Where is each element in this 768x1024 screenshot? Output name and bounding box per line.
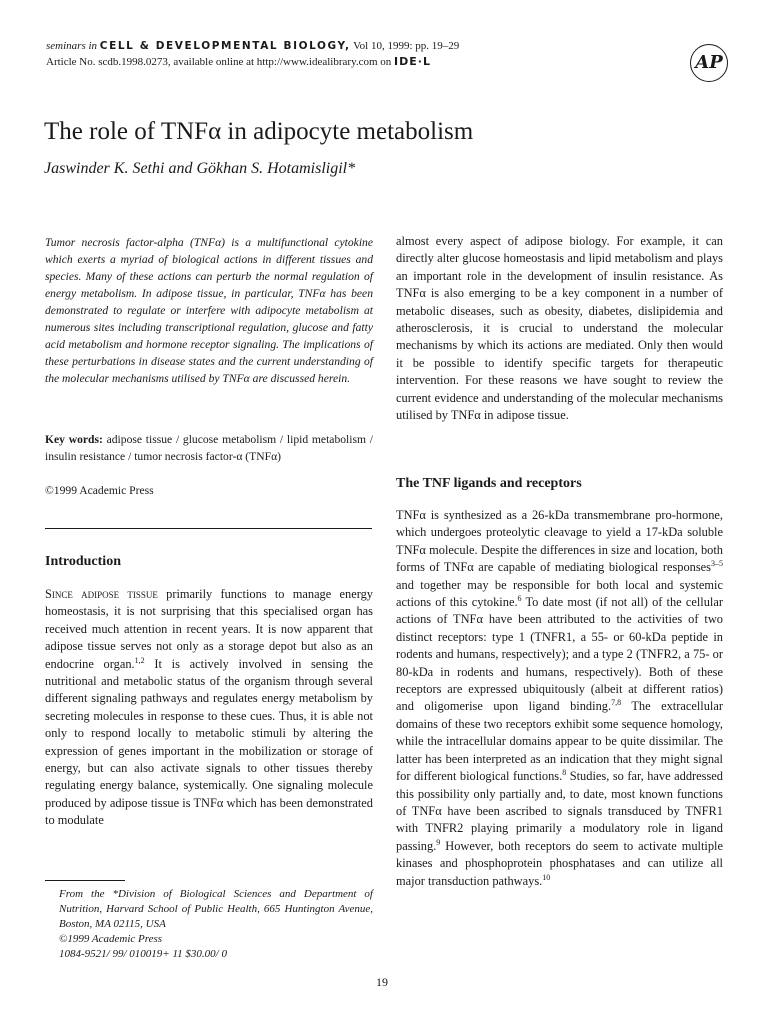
affiliation: From the *Division of Biological Sciences and Department of Nutrition, Harvard School of Public Health, 665 Huntington Avenue, Boston, MA 02115, USA [59,888,373,930]
tnf-text-e: Studies, so far, have addressed this possibility only partially and, to date, most known functions of TNFα have been ascribed to signals transduced by TNFR1 with TNFR2 playing primarily a modulatory role in ligand passing. [396,769,723,853]
introduction-text [45,586,373,830]
intro-text-a: primarily functions to manage energy homeostasis, it is not surprising that this specialised organ has received much attention in recent years. It is now apparent that adipose tissue serves not only as a storage depot but also as an endocrine organ. [45,587,373,671]
right-column-intro: almost every aspect of adipose biology. For example, it can directly alter glucose homeostasis and lipid metabolism and plays an important role in the development of insulin resistance. As TNFα is also emerging to be a key component in a number of metabolic diseases, such as obesity, diabetes, dislipidemia and atherosclerosis, it is crucial to understand the molecular mechanisms by which its actions are mediated. Only then would it be possible to identify specific targets for therapeutic intervention. For these reasons we have sought to review the current evidence and understanding of the molecular mechanisms utilised by TNFα in adipose tissue. [396,234,723,423]
article-line: Article No. scdb.1998.0273, available online at http://www.idealibrary.com on [46,56,392,68]
section-divider [45,528,372,529]
keywords [45,431,373,465]
page-number: 19 [376,975,388,989]
volume-info: Vol 10, 1999: pp. 19–29 [350,40,460,52]
citation: 9 [436,837,441,847]
tnf-section-heading: The TNF ligands and receptors [396,476,582,491]
keywords-list: adipose tissue / glucose metabolism / lipid metabolism / insulin resistance / tumor necrosis factor-α (TNFα) [45,433,373,463]
copyright: ©1999 Academic Press [45,484,154,497]
introduction-heading: Introduction [45,554,121,569]
publisher-logo: AP [690,44,728,82]
tnf-text-f: However, both receptors do seem to activate multiple kinases and phosphoprotein phosphatases and can utilize all major transduction pathways. [396,838,723,888]
citation: 3–5 [711,559,723,569]
keywords-label: Key words: [45,433,103,446]
tnf-text-c: To date most (if not all) of the cellular actions of TNFα have been attributed to the activities of two distinct receptors: type 1 (TNFR1, a 55- or 60-kDa peptide in rodents and humans, respectively); and a type 2 (TNFR2, a 75- or 80-kDa in rodents and humans, respectively). Both of these receptors are expressed ubiquitously (albeit at different ratios) and oligomerise upon ligand binding. [396,595,723,714]
tnf-text-d: The extracellular domains of these two receptors exhibit some sequence homology, while the intracellular domains appear to be quite dissimilar. The latter has been interpreted as an indication that they might signal for different biological functions. [396,699,723,784]
footnote-copyright: ©1999 Academic Press [59,933,163,945]
series-label: seminars in [46,40,98,52]
tnf-text-a: TNFα is synthesized as a 26-kDa transmembrane pro-hormone, which undergoes proteolytic cleavage to yield a 17-kDa soluble TNFα molecule. Despite the differences in size and location, both forms of TNFα are capable of mediating biological responses [396,508,723,575]
citation: 1,2 [134,655,145,665]
tnf-section-text [396,507,723,890]
footnote [45,887,373,962]
citation: 8 [562,767,567,777]
citation: 7,8 [611,698,622,708]
ideal-logo: IDE·L [394,55,431,68]
journal-header [46,38,459,70]
citation: 6 [517,593,522,603]
abstract: Tumor necrosis factor-alpha (TNFα) is a multifunctional cytokine which exerts a myriad of biological actions in different tissues and species. Many of these actions can perturb the normal regulation of energy metabolism. In adipose tissue, in particular, TNFα has been demonstrated to regulate or interfere with adipocyte metabolism at numerous sites including transcriptional regulation, glucose and fatty acid metabolism and hormone receptor signaling. The implications of these perturbations in disease states and the current understanding of the molecular mechanisms utilised by TNFα are discussed herein. [45,236,373,385]
journal-name: CELL & DEVELOPMENTAL BIOLOGY, [99,40,351,52]
authors: Jaswinder K. Sethi and Gökhan S. Hotamisligil* [44,160,356,177]
intro-lead: Since adipose tissue [45,587,158,601]
paper-title: The role of TNFα in adipocyte metabolism [44,118,474,145]
tnf-text-b: and together may be responsible for both local and systemic actions of this cytokine. [396,577,723,610]
intro-text-b: It is actively involved in sensing the nutritional and metabolic status of the organism through several different signaling pathways and regulates energy metabolism by secreting molecules in response to these cues. Thus, it is able not only to respond locally to metabolic stimuli by altering the expression of genes important in the mobilization or storage of energy, but can also activate signals to other tissues thereby regulating energy balance, systemically. One signaling molecule produced by adipose tissue is TNFα which has been demonstrated to modulate [45,656,373,828]
footnote-rule [45,880,125,881]
issn-line: 1084-9521/ 99/ 010019+ 11 $30.00/ 0 [59,948,227,960]
citation: 10 [542,872,551,882]
